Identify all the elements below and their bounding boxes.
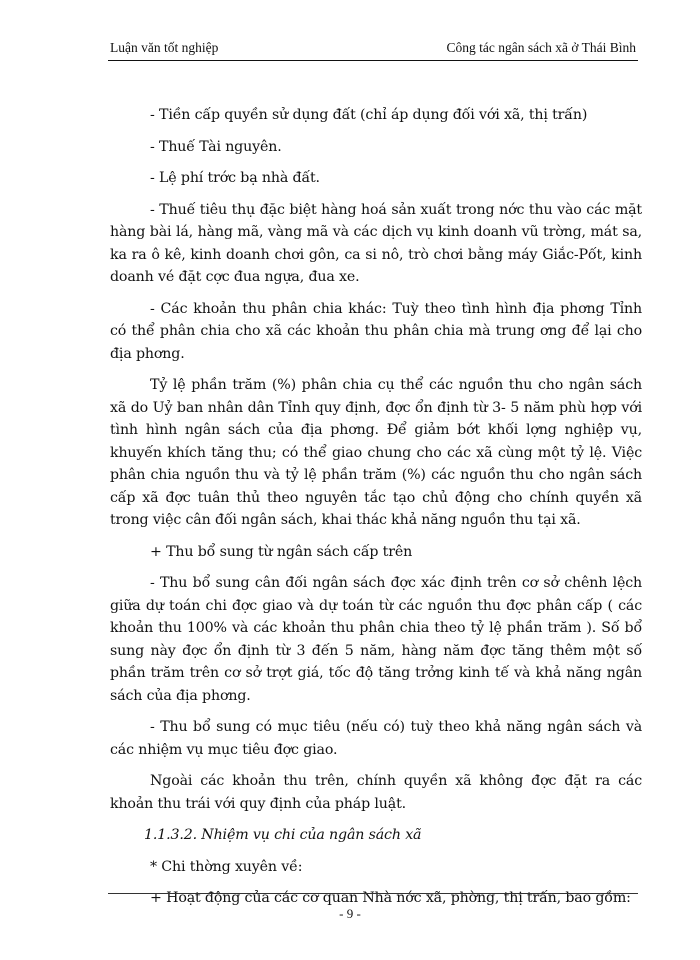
paragraph-resource-tax: - Thuế Tài nguyên. <box>150 138 282 155</box>
paragraph-other-shared-revenue: - Các khoản thu phân chia khác: Tuỳ theo tình hình địa phơng Tỉnh có thể phân chia cho xã các khoản thu phân chia mà trung ơng để lại cho địa phơng. <box>110 300 642 362</box>
paragraph-supplement-heading: + Thu bổ sung từ ngân sách cấp trên <box>150 543 413 560</box>
page-body <box>110 104 642 919</box>
paragraph-land-use-fee: - Tiền cấp quyền sử dụng đất (chỉ áp dụng đối với xã, thị trấn) <box>150 107 588 123</box>
paragraph-recurrent-spending: * Chi thờng xuyên về: <box>150 858 303 875</box>
footer-rule <box>108 893 638 894</box>
paragraph-sharing-percentage: Tỷ lệ phần trăm (%) phân chia cụ thể các nguồn thu cho ngân sách xã do Uỷ ban nhân dân Tỉnh quy định, đợc ổn định từ 3- 5 năm phù hợp với tình hình ngân sách của địa phơng. Để giảm bớt khối lợng nghiệp vụ, khuyến khích tăng thu; có thể giao chung cho các xã cùng một tỷ lệ. Việc phân chia nguồn thu và tỷ lệ phần trăm (%) các nguồn thu cho ngân sách cấp xã đợc tuân thủ theo nguyên tắc tạo chủ động cho chính quyền xã trong việc cân đối ngân sách, khai thác khả năng nguồn thu tại xã. <box>110 377 642 528</box>
header-right-title: Công tác ngân sách xã ở Thái Bình <box>446 40 636 55</box>
section-subheading: 1.1.3.2. Nhiệm vụ chi của ngân sách xã <box>144 827 422 843</box>
paragraph-special-consumption-tax: - Thuế tiêu thụ đặc biệt hàng hoá sản xuất trong nớc thu vào các mặt hàng bài lá, hàng mã, vàng mã và các dịch vụ kinh doanh vũ trờng, mát sa, ka ra ô kê, kinh doanh chơi gôn, ca si nô, trò chơi bằng máy Giắc-Pốt, kinh doanh vé đặt cợc đua ngựa, đua xe. <box>110 201 642 285</box>
paragraph-registration-fee: - Lệ phí trớc bạ nhà đất. <box>150 170 320 186</box>
header-left-title: Luận văn tốt nghiệp <box>110 40 219 55</box>
header-rule <box>108 60 638 61</box>
running-header <box>110 38 636 60</box>
paragraph-no-extra-revenue: Ngoài các khoản thu trên, chính quyền xã không đợc đặt ra các khoản thu trái với quy định của pháp luật. <box>110 773 642 812</box>
paragraph-balancing-supplement: - Thu bổ sung cân đối ngân sách đợc xác định trên cơ sở chênh lệch giữa dự toán chi đợc giao và dự toán từ các nguồn thu đợc phân cấp ( các khoản thu 100% và các khoản thu phân chia theo tỷ lệ phần trăm ). Số bổ sung này đợc ổn định từ 3 đến 5 năm, hàng năm đợc tăng thêm một số phần trăm trên cơ sở trợt giá, tốc độ tăng trởng kinh tế và khả năng ngân sách của địa phơng. <box>110 575 642 704</box>
paragraph-state-agencies: + Hoạt động của các cơ quan Nhà nớc xã, phờng, thị trấn, bao gồm: <box>150 890 631 906</box>
page-number: - 9 - <box>339 906 361 921</box>
paragraph-targeted-supplement: - Thu bổ sung có mục tiêu (nếu có) tuỳ theo khả năng ngân sách và các nhiệm vụ mục tiêu đợc giao. <box>110 719 642 758</box>
